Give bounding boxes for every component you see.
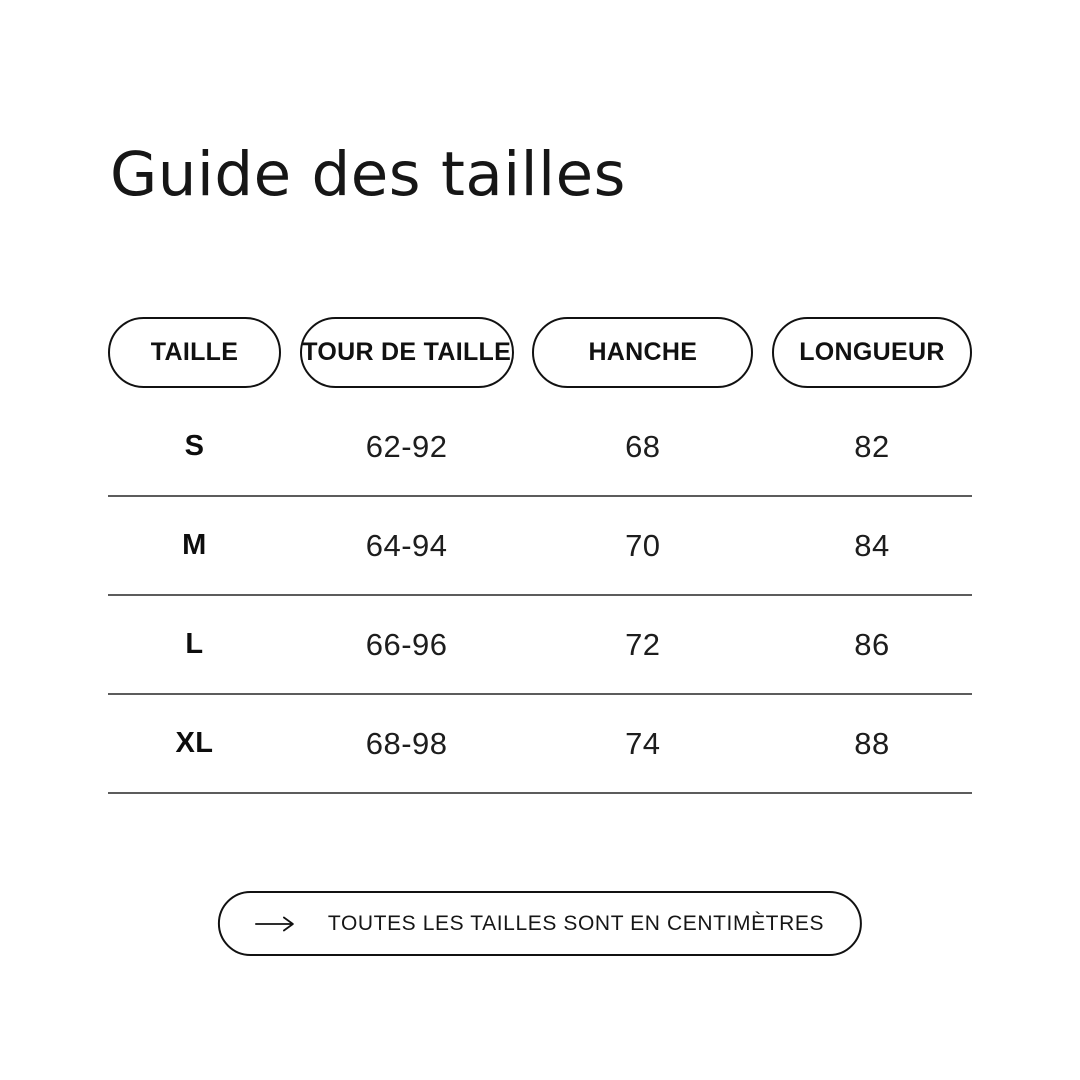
- column-header-tour-de-taille: [300, 317, 514, 388]
- size-label: S: [184, 430, 205, 462]
- units-note-text: TOUTES LES TAILLES SONT EN CENTIMÈTRES: [327, 911, 825, 935]
- longueur-value: 84: [854, 527, 890, 563]
- size-table-body: [108, 398, 972, 794]
- column-header-hanche: [532, 317, 753, 388]
- size-label: M: [182, 529, 207, 561]
- column-header-taille: [108, 317, 281, 388]
- size-label: L: [185, 628, 204, 660]
- tour-de-taille-value: 64-94: [365, 527, 448, 563]
- units-note-pill: [218, 891, 862, 956]
- tour-de-taille-value: 68-98: [365, 725, 448, 761]
- hanche-value: 68: [625, 428, 661, 464]
- longueur-value: 82: [854, 428, 890, 464]
- page-title: Guide des tailles: [110, 139, 626, 210]
- column-header-label: HANCHE: [588, 338, 698, 366]
- longueur-value: 88: [854, 725, 890, 761]
- table-row-xl: [108, 695, 972, 794]
- column-header-label: TOUR DE TAILLE: [302, 338, 512, 366]
- hanche-value: 74: [625, 725, 661, 761]
- size-table-header-row: [108, 317, 972, 388]
- tour-de-taille-value: 62-92: [365, 428, 448, 464]
- column-header-longueur: [772, 317, 972, 388]
- table-row-s: [108, 398, 972, 497]
- tour-de-taille-value: 66-96: [365, 626, 448, 662]
- hanche-value: 70: [625, 527, 661, 563]
- hanche-value: 72: [625, 626, 661, 662]
- table-row-m: [108, 497, 972, 596]
- column-header-label: TAILLE: [150, 338, 239, 366]
- column-header-label: LONGUEUR: [799, 338, 945, 366]
- size-label: XL: [175, 727, 214, 759]
- table-row-l: [108, 596, 972, 695]
- longueur-value: 86: [854, 626, 890, 662]
- long-right-arrow-icon: [254, 915, 296, 933]
